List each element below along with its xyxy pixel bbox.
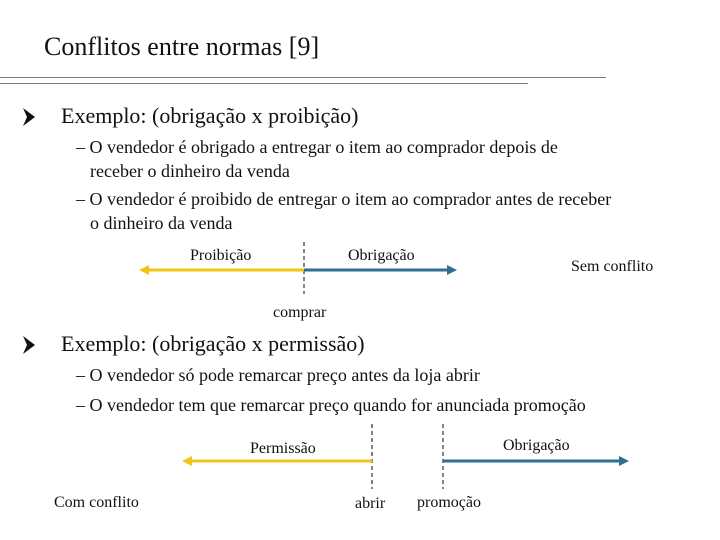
- diagram-2-event-label-1: abrir: [355, 495, 386, 512]
- diagram-1-right-label: Obrigação: [348, 247, 415, 264]
- diagram-2-right-label: Obrigação: [503, 437, 570, 454]
- diagram-2-event-label-2: promoção: [417, 494, 481, 511]
- bullet-marker-icon-1: [23, 108, 35, 126]
- section-1-line-1: – O vendedor é obrigado a entregar o item ao comprador depois de: [76, 137, 558, 157]
- diagram-1-event-label: comprar: [273, 304, 327, 321]
- section-2-line-2: – O vendedor tem que remarcar preço quando for anunciada promoção: [76, 395, 586, 415]
- bullet-marker-icons: [23, 108, 35, 354]
- diagram-2-result-label: Com conflito: [54, 494, 139, 511]
- section-1-line-4: o dinheiro da venda: [90, 213, 233, 233]
- bullet-marker-icon-2: [23, 336, 35, 354]
- slide-title: Conflitos entre normas [9]: [44, 32, 320, 61]
- section-2-heading: Exemplo: (obrigação x permissão): [61, 331, 365, 356]
- section-1-heading: Exemplo: (obrigação x proibição): [61, 103, 359, 128]
- diagram-1-right-arrow-head: [447, 265, 457, 275]
- diagram-1-result-label: Sem conflito: [571, 258, 654, 275]
- diagram-2-left-label: Permissão: [250, 440, 316, 457]
- section-1-line-2: receber o dinheiro da venda: [90, 161, 290, 181]
- section-2-line-1: – O vendedor só pode remarcar preço antes da loja abrir: [76, 365, 480, 385]
- section-1-line-3: – O vendedor é proibido de entregar o item ao comprador antes de receber: [76, 189, 612, 209]
- diagram-2-left-arrow-head: [182, 456, 192, 466]
- diagram-1-left-label: Proibição: [190, 247, 252, 264]
- diagram-2-right-arrow-head: [619, 456, 629, 466]
- diagram-1-left-arrow-head: [139, 265, 149, 275]
